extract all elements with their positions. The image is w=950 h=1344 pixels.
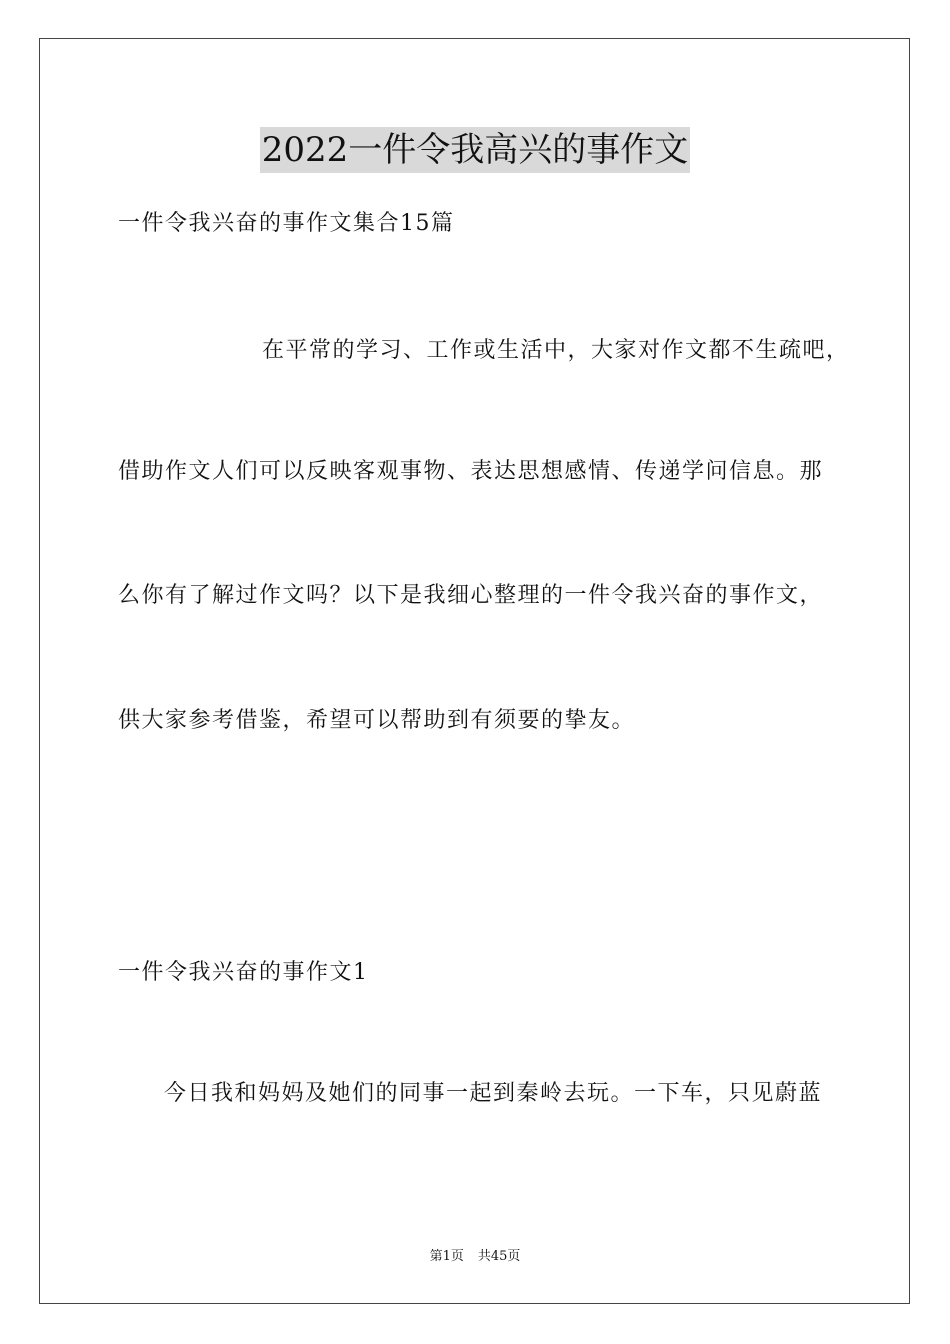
page-total: 共45页: [477, 1249, 521, 1264]
document-subtitle: 一件令我兴奋的事作文集合15篇: [118, 211, 455, 236]
intro-line: 在平常的学习、工作或生活中，大家对作文都不生疏吧，: [262, 338, 850, 363]
document-title-row: [0, 127, 950, 173]
page-footer: [0, 1248, 950, 1266]
intro-line: 么你有了解过作文吗？以下是我细心整理的一件令我兴奋的事作文，: [118, 583, 824, 608]
section-heading: 一件令我兴奋的事作文1: [118, 960, 369, 985]
intro-line: 借助作文人们可以反映客观事物、表达思想感情、传递学问信息。那: [118, 459, 824, 484]
page-number: 第1页: [429, 1249, 464, 1264]
intro-line: 供大家参考借鉴，希望可以帮助到有须要的挚友。: [118, 708, 636, 733]
body-line: 今日我和妈妈及她们的同事一起到秦岭去玩。一下车，只见蔚蓝: [164, 1081, 823, 1106]
document-title: 2022一件令我高兴的事作文: [260, 127, 691, 173]
